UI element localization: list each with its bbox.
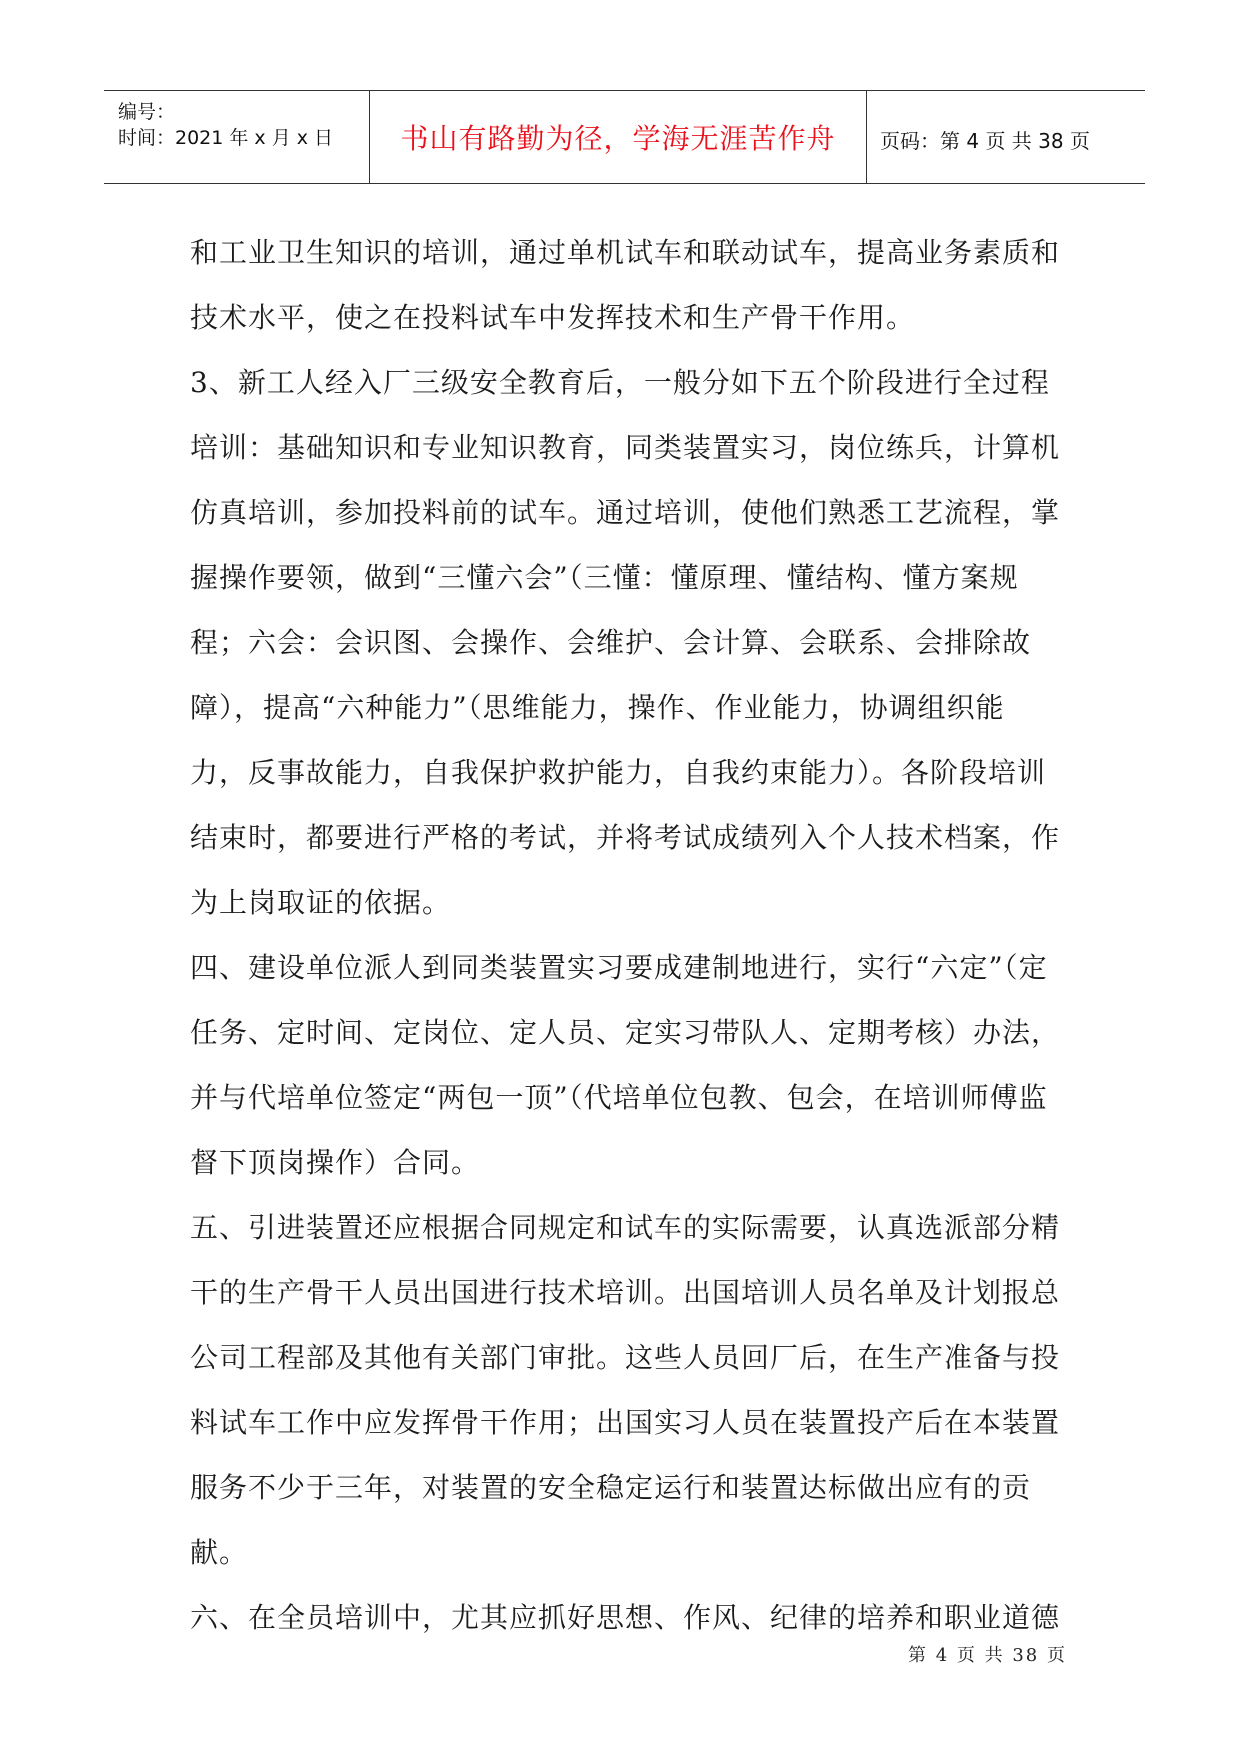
document-body xyxy=(190,220,1060,1650)
paragraph: 3、新工人经入厂三级安全教育后，一般分如下五个阶段进行全过程培训：基础知识和专业知识教育，同类装置实习，岗位练兵，计算机仿真培训，参加投料前的试车。通过培训，使他们熟悉工艺流程，掌握操作要领，做到“三懂六会”（三懂：懂原理、懂结构、懂方案规程；六会：会识图、会操作、会维护、会计算、会联系、会排除故障），提高“六种能力”（思维能力，操作、作业能力，协调组织能力，反事故能力，自我保护救护能力，自我约束能力）。各阶段培训结束时，都要进行严格的考试，并将考试成绩列入个人技术档案，作为上岗取证的依据。 xyxy=(190,366,1061,919)
page-footer: 第 4 页 共 38 页 xyxy=(908,1645,1067,1666)
header-meta-cell xyxy=(104,91,370,183)
header-motto-cell xyxy=(370,91,867,183)
header-page-info: 页码：第 4 页 共 38 页 xyxy=(880,129,1090,153)
header-motto: 书山有路勤为径，学海无涯苦作舟 xyxy=(400,122,836,155)
header-page-cell xyxy=(868,91,1145,183)
page-header xyxy=(104,90,1145,184)
paragraph: 五、引进装置还应根据合同规定和试车的实际需要，认真选派部分精干的生产骨干人员出国进行技术培训。出国培训人员名单及计划报总公司工程部及其他有关部门审批。这些人员回厂后，在生产准备与投料试车工作中应发挥骨干作用；出国实习人员在装置投产后在本装置服务不少于三年，对装置的安全稳定运行和装置达标做出应有的贡献。 xyxy=(190,1211,1061,1569)
paragraph: 四、建设单位派人到同类装置实习要成建制地进行，实行“六定”（定任务、定时间、定岗位、定人员、定实习带队人、定期考核）办法，并与代培单位签定“两包一顶”（代培单位包教、包会，在培训师傅监督下顶岗操作）合同。 xyxy=(190,951,1061,1179)
document-time-label: 时间：2021 年 x 月 x 日 xyxy=(118,127,334,149)
document-number-label: 编号： xyxy=(118,101,176,123)
paragraph: 六、在全员培训中，尤其应抓好思想、作风、纪律的培养和职业道德 xyxy=(190,1601,1061,1634)
paragraph: 和工业卫生知识的培训，通过单机试车和联动试车，提高业务素质和技术水平，使之在投料试车中发挥技术和生产骨干作用。 xyxy=(190,236,1061,334)
